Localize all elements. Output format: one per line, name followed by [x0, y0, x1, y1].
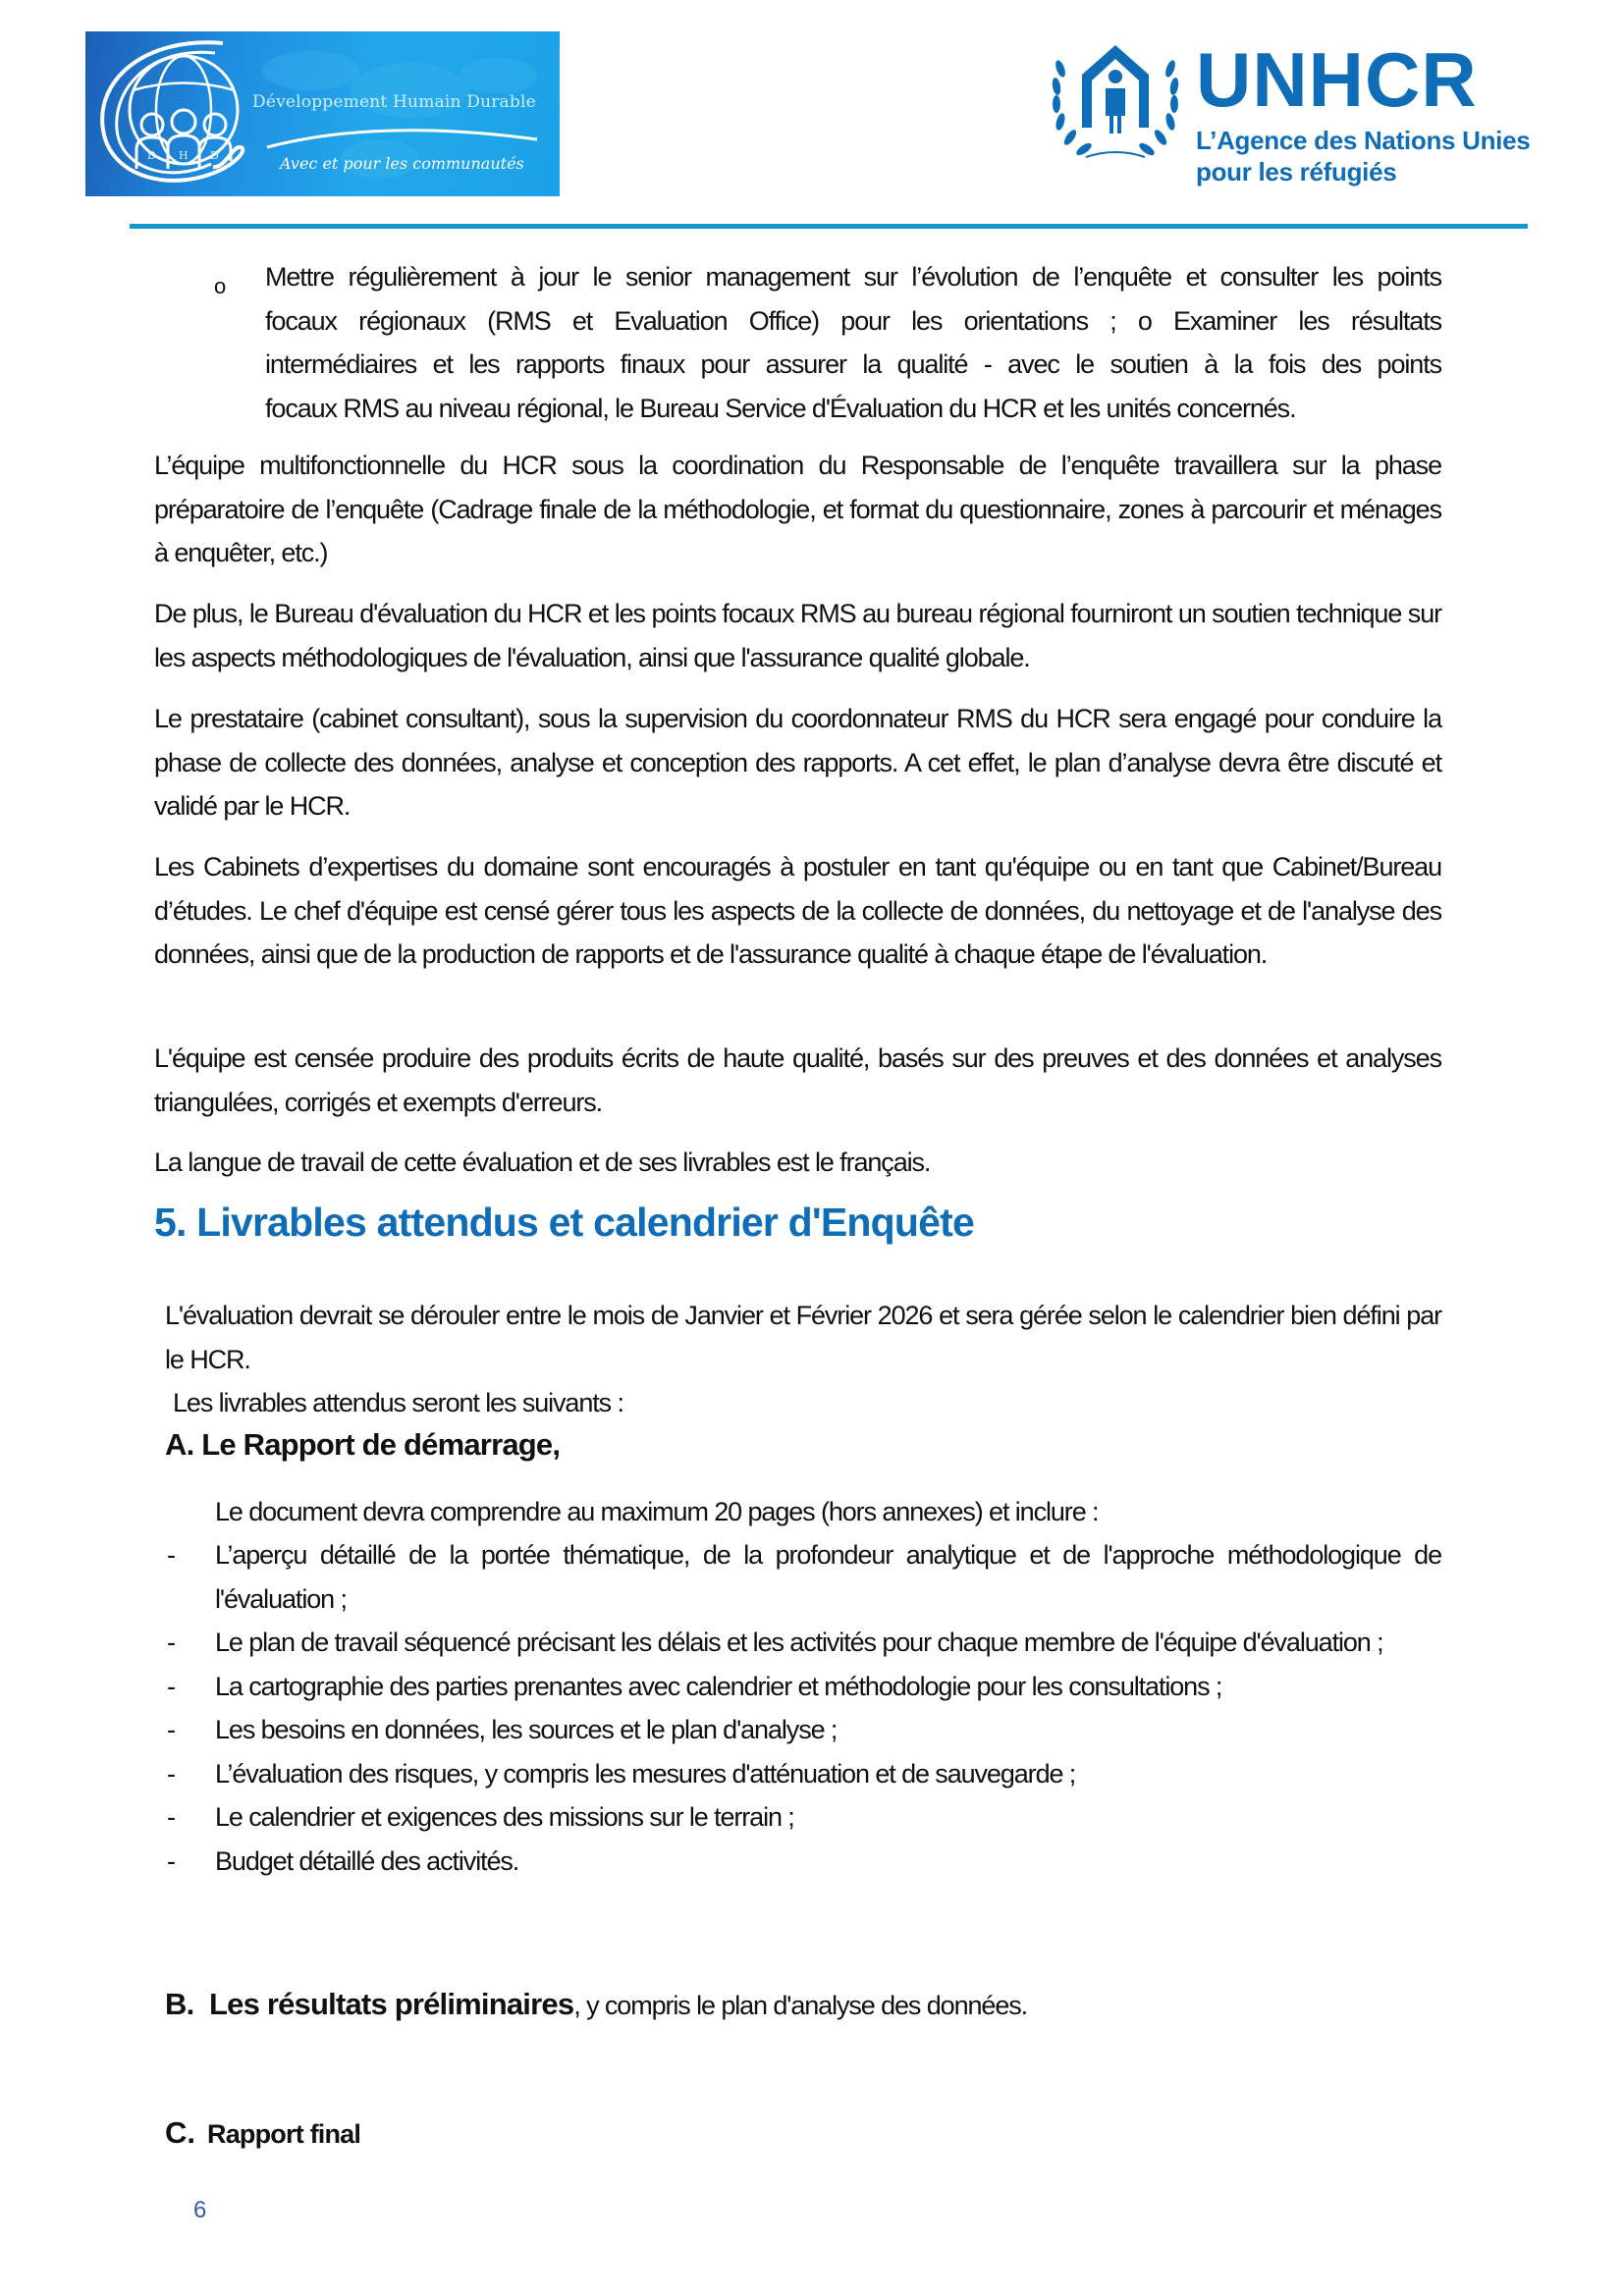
- dhd-org-name: Développement Humain Durable: [252, 92, 536, 112]
- header-divider: [130, 224, 1528, 229]
- list-item-text: Budget détaillé des activités.: [215, 1845, 519, 1876]
- dash-bullet: -: [167, 1845, 175, 1876]
- paragraph-quality: L'équipe est censée produire des produits écrits de haute qualité, basés sur des preuves et des données et analyses triangulées, corrigés et exempts d'erreurs.: [154, 1043, 1441, 1117]
- list-item-text: L’aperçu détaillé de la portée thématique, de la profondeur analytique et de l'approche méthodologique de l'évaluation ;: [215, 1540, 1441, 1614]
- list-item: [165, 1752, 1441, 1796]
- deliverables-intro: Les livrables attendus seront les suivants :: [173, 1388, 623, 1417]
- list-item: [165, 1621, 1441, 1665]
- section-heading: 5. Livrables attendus et calendrier d'Enquête: [154, 1200, 975, 1245]
- dash-bullet: -: [167, 1628, 175, 1657]
- bullet-line: intermédiaires et les rapports finaux pour assurer la qualité - avec le soutien à la fois des points: [265, 349, 1441, 379]
- dash-bullet: -: [167, 1540, 175, 1570]
- page-number: 6: [193, 2197, 207, 2223]
- subsection-b-title: B. Les résultats préliminaires: [165, 1987, 574, 2021]
- dhd-tagline: Avec et pour les communautés: [280, 154, 524, 173]
- subsection-b-text: , y compris le plan d'analyse des données.: [573, 1991, 1028, 2020]
- list-item: [165, 1795, 1441, 1840]
- unhcr-acronym: UNHCR: [1196, 36, 1478, 123]
- dash-bullet: -: [167, 1715, 175, 1744]
- dash-bullet: -: [167, 1671, 175, 1701]
- list-item-text: La cartographie des parties prenantes avec calendrier et méthodologie pour les consultations ;: [215, 1671, 1222, 1701]
- subsection-b: [165, 1987, 1027, 2022]
- bullet-line: focaux RMS au niveau régional, le Bureau Service d'Évaluation du HCR et les unités concernés.: [265, 393, 1296, 423]
- list-item: [165, 1533, 1441, 1621]
- dhd-initial-h: H: [179, 149, 189, 162]
- subsection-c-title: Rapport final: [207, 2119, 361, 2149]
- list-item-text: L’évaluation des risques, y compris les mesures d'atténuation et de sauvegarde ;: [215, 1758, 1076, 1789]
- unhcr-logo: [1047, 37, 1577, 194]
- bullet-line: focaux régionaux (RMS et Evaluation Office) pour les orientations ; o Examiner les résultats: [265, 305, 1441, 336]
- unhcr-subtitle-line2: pour les réfugiés: [1196, 157, 1397, 187]
- unhcr-emblem-icon: [1047, 39, 1184, 167]
- subsection-a-intro: Le document devra comprendre au maximum 20 pages (hors annexes) et inclure :: [215, 1497, 1099, 1526]
- dhd-logo: [85, 31, 560, 196]
- subsection-c-letter: C.: [165, 2115, 195, 2150]
- bullet-line: Mettre régulièrement à jour le senior management sur l’évolution de l’enquête et consulter les points: [265, 262, 1441, 292]
- subsection-c: [165, 2115, 360, 2151]
- list-item-text: Les besoins en données, les sources et le plan d'analyse ;: [215, 1715, 838, 1744]
- list-item: [165, 1708, 1441, 1752]
- unhcr-subtitle-line1: L’Agence des Nations Unies: [1196, 126, 1531, 155]
- paragraph-team: L’équipe multifonctionnelle du HCR sous la coordination du Responsable de l’enquête travaillera sur la phase préparatoire de l’enquête (Cadrage finale de la méthodologie, et format du questionnaire, zones à parcourir et ménages à enquêter, etc.): [154, 451, 1441, 567]
- deliverables-list: [165, 1533, 1441, 1883]
- list-item-text: Le calendrier et exigences des missions sur le terrain ;: [215, 1802, 794, 1832]
- section-intro: L'évaluation devrait se dérouler entre le mois de Janvier et Février 2026 et sera gérée selon le calendrier bien défini par le HCR.: [165, 1301, 1441, 1374]
- paragraph-firms: Les Cabinets d’expertises du domaine sont encouragés à postuler en tant qu'équipe ou en tant que Cabinet/Bureau d’études. Le chef d'équipe est censé gérer tous les aspects de la collecte de données, du nettoyage et de l'analyse des données, ainsi que de la production de rapports et de l'assurance qualité à chaque étape de l'évaluation.: [154, 852, 1441, 969]
- subsection-a-title: A. Le Rapport de démarrage,: [165, 1427, 561, 1462]
- paragraph-support: De plus, le Bureau d'évaluation du HCR et les points focaux RMS au bureau régional fourniront un soutien technique sur les aspects méthodologiques de l'évaluation, ainsi que l'assurance qualité globale.: [154, 599, 1441, 672]
- dhd-initial-d1: D: [147, 149, 156, 162]
- dhd-initial-d2: D: [210, 149, 219, 162]
- list-item: [165, 1840, 1441, 1884]
- circle-bullet-marker: o: [214, 274, 227, 298]
- dash-bullet: -: [167, 1802, 175, 1832]
- paragraph-language: La langue de travail de cette évaluation et de ses livrables est le français.: [154, 1148, 931, 1177]
- bullet-item: [265, 255, 1441, 430]
- paragraph-provider: Le prestataire (cabinet consultant), sous la supervision du coordonnateur RMS du HCR sera engagé pour conduire la phase de collecte des données, analyse et conception des rapports. A cet effet, le plan d’analyse devra être discuté et validé par le HCR.: [154, 704, 1441, 821]
- dash-bullet: -: [167, 1758, 175, 1789]
- list-item: [165, 1665, 1441, 1709]
- list-item-text: Le plan de travail séquencé précisant les délais et les activités pour chaque membre de l'équipe d'évaluation ;: [215, 1628, 1383, 1657]
